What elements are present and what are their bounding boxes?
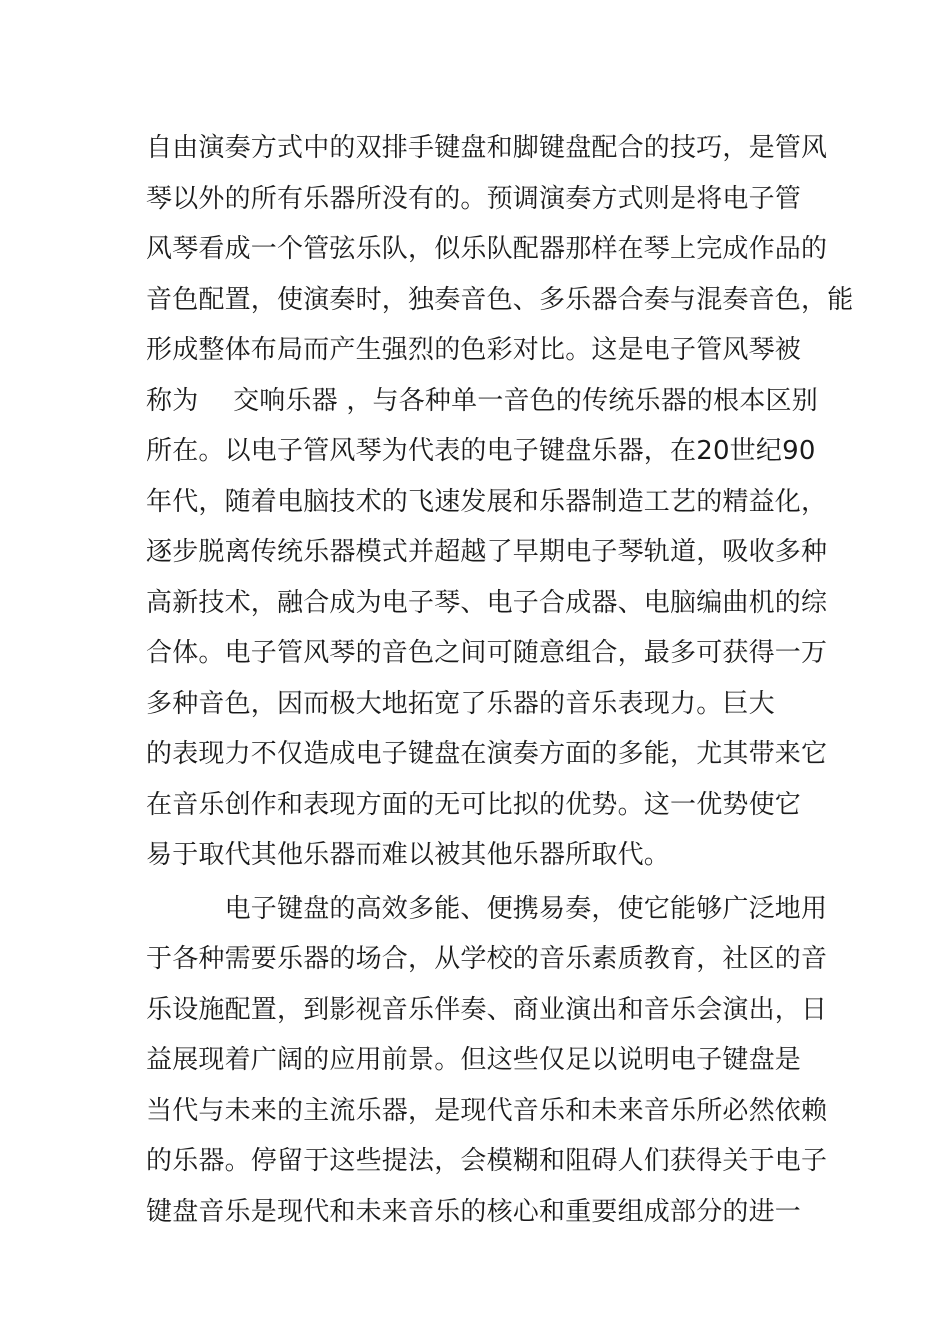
text-line: 所在。以电子管风琴为代表的电子键盘乐器，在20世纪90 xyxy=(146,436,816,466)
text-line: 音色配置，使演奏时，独奏音色、多乐器合奏与混奏音色，能 xyxy=(146,284,854,315)
text-line: 风琴看成一个管弦乐队，似乐队配器那样在琴上完成作品的 xyxy=(146,234,828,264)
paragraph-2 xyxy=(146,884,826,1238)
text-line: 的表现力不仅造成电子键盘在演奏方面的多能，尤其带来它 xyxy=(146,739,828,769)
text-line: 在音乐创作和表现方面的无可比拟的优势。这一优势使它 xyxy=(146,789,802,820)
text-line: 形成整体布局而产生强烈的色彩对比。这是电子管风琴被 xyxy=(146,335,802,365)
text-line: 多种音色，因而极大地拓宽了乐器的音乐表现力。巨大 xyxy=(146,688,775,719)
text-line: 高新技术，融合成为电子琴、电子合成器、电脑编曲机的综 xyxy=(146,587,828,618)
text-line: 键盘音乐是现代和未来音乐的核心和重要组成部分的进一 xyxy=(146,1196,802,1227)
text-line: 当代与未来的主流乐器，是现代音乐和未来音乐所必然依赖 xyxy=(146,1095,828,1126)
text-line: 于各种需要乐器的场合，从学校的音乐素质教育，社区的音 xyxy=(146,944,828,974)
text-line: 合体。电子管风琴的音色之间可随意组合，最多可获得一万 xyxy=(146,638,828,668)
text-line: 逐步脱离传统乐器模式并超越了早期电子琴轨道，吸收多种 xyxy=(146,537,828,567)
text-line: 琴以外的所有乐器所没有的。预调演奏方式则是将电子管 xyxy=(146,183,802,214)
paragraph-1 xyxy=(146,123,854,881)
text-line: 自由演奏方式中的双排手键盘和脚键盘配合的技巧，是管风 xyxy=(146,133,828,163)
text-line: 称为 交响乐器 ，与各种单一音色的传统乐器的根本区别 xyxy=(146,385,818,416)
body-text xyxy=(146,123,854,1237)
text-line: 的乐器。停留于这些提法，会模糊和阻碍人们获得关于电子 xyxy=(146,1146,828,1176)
text-line: 电子键盘的高效多能、便携易奏，使它能够广泛地用 xyxy=(146,893,828,924)
text-line: 乐设施配置，到影视音乐伴奏、商业演出和音乐会演出，日 xyxy=(146,994,828,1025)
text-line: 年代，随着电脑技术的飞速发展和乐器制造工艺的精益化， xyxy=(146,486,828,517)
text-line: 易于取代其他乐器而难以被其他乐器所取代。 xyxy=(146,840,671,870)
text-line: 益展现着广阔的应用前景。但这些仅足以说明电子键盘是 xyxy=(146,1045,802,1075)
